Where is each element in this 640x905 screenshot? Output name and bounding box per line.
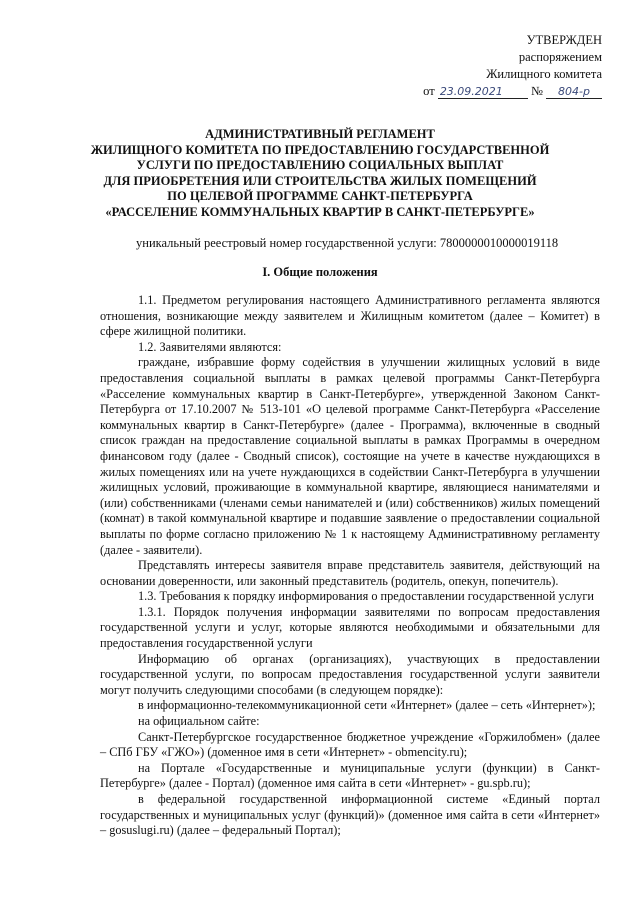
paragraph: Санкт-Петербургское государственное бюджетное учреждение «Горжилобмен» (далее – СПб ГБУ «ГЖО») (доменное имя в сети «Интернет» - obmencity.ru); <box>100 729 600 760</box>
paragraph: Представлять интересы заявителя вправе представитель заявителя, действующий на основании доверенности, или законный представитель (родитель, опекун, попечитель). <box>100 558 600 588</box>
paragraph: Информацию об органах (организациях), участвующих в предоставлении государственной услуги, по вопросам предоставления государственной услуги заявители могут получить следующими способами (в следующем порядке): <box>100 651 600 697</box>
title-line: АДМИНИСТРАТИВНЫЙ РЕГЛАМЕНТ <box>205 127 435 141</box>
paragraph: 1.3. Требования к порядку информирования о предоставлении государственной услуги <box>138 589 595 604</box>
paragraph: в федеральной государственной информационной системе «Единый портал государственных и муниципальных услуг (функций)» (доменное имя сайта в сети «Интернет» – gosuslugi.ru) (далее – федеральный Портал); <box>100 792 600 838</box>
approval-line-2: распоряжением <box>518 50 602 64</box>
registry-number: уникальный реестровый номер государственной услуги: 7800000010000019118 <box>136 236 559 250</box>
paragraph: граждане, избравшие форму содействия в улучшении жилищных условий в виде предоставления социальной выплаты в рамках целевой программы Санкт-Петербурга «Расселение коммунальных квартир в Санкт-Петербурге», утвержденной Законом Санкт-Петербурга от 17.10.2007 № 513-101 «О целевой программе Санкт-Петербурга «Расселение коммунальных квартир в Санкт-Петербурге» (далее - Программа), включенные в сводный список граждан на предоставление социальной выплаты в рамках Программы в очередном финансовом году (далее - Сводный список), состоящие на учете в качестве нуждающихся в жилых помещениях или на учете нуждающихся в содействии Санкт-Петербурга в улучшении жилищных условий, проживающие в коммунальной квартире, являющиеся нанимателями и (или) собственниками (членами семьи нанимателей и (или) собственников) жилых помещений (комнат) в такой коммунальной квартире и подавшие заявление о предоставлении социальной выплаты по форме согласно приложению № 1 к настоящему Административному регламенту (далее - заявители). <box>100 355 600 557</box>
document-title <box>0 127 640 220</box>
number-prefix: № <box>530 84 543 98</box>
approval-date-line <box>423 83 602 100</box>
title-line: ДЛЯ ПРИОБРЕТЕНИЯ ИЛИ СТРОИТЕЛЬСТВА ЖИЛЫХ ПОМЕЩЕНИЙ <box>103 173 537 188</box>
title-line: ЖИЛИЩНОГО КОМИТЕТА ПО ПРЕДОСТАВЛЕНИЮ ГОСУДАРСТВЕННОЙ <box>90 142 550 157</box>
approval-stamp <box>423 32 602 100</box>
paragraph: в информационно-телекоммуникационной сети «Интернет» (далее – сеть «Интернет»); <box>138 698 596 713</box>
title-line: «РАССЕЛЕНИЕ КОММУНАЛЬНЫХ КВАРТИР В САНКТ-ПЕТЕРБУРГЕ» <box>105 204 535 219</box>
approval-line-1: УТВЕРЖДЕН <box>526 33 602 47</box>
paragraph: на официальном сайте: <box>138 714 260 729</box>
title-line: ПО ЦЕЛЕВОЙ ПРОГРАММЕ САНКТ-ПЕТЕРБУРГА <box>167 189 473 203</box>
date-prefix: от <box>423 84 435 98</box>
paragraph: 1.1. Предметом регулирования настоящего Административного регламента являются отношения, возникающие между заявителем и Жилищным комитетом (далее – Комитет) в сфере жилищной политики. <box>100 293 600 339</box>
approval-line-3: Жилищного комитета <box>486 67 602 81</box>
section-heading: I. Общие положения <box>262 265 378 279</box>
handwritten-date: 23.09.2021 <box>438 85 528 99</box>
document-body <box>100 293 600 839</box>
title-line: УСЛУГИ ПО ПРЕДОСТАВЛЕНИЮ СОЦИАЛЬНЫХ ВЫПЛАТ <box>136 158 504 172</box>
paragraph: на Портале «Государственные и муниципальные услуги (функции) в Санкт-Петербурге» (далее - Портал) (доменное имя сайта в сети «Интернет» - gu.spb.ru); <box>100 760 600 791</box>
paragraph: 1.2. Заявителями являются: <box>138 339 282 354</box>
handwritten-number: 804-р <box>546 85 602 99</box>
paragraph: 1.3.1. Порядок получения информации заявителями по вопросам предоставления государственной услуги и услуг, которые являются необходимыми и обязательными для предоставления государственной услуги <box>100 604 600 651</box>
